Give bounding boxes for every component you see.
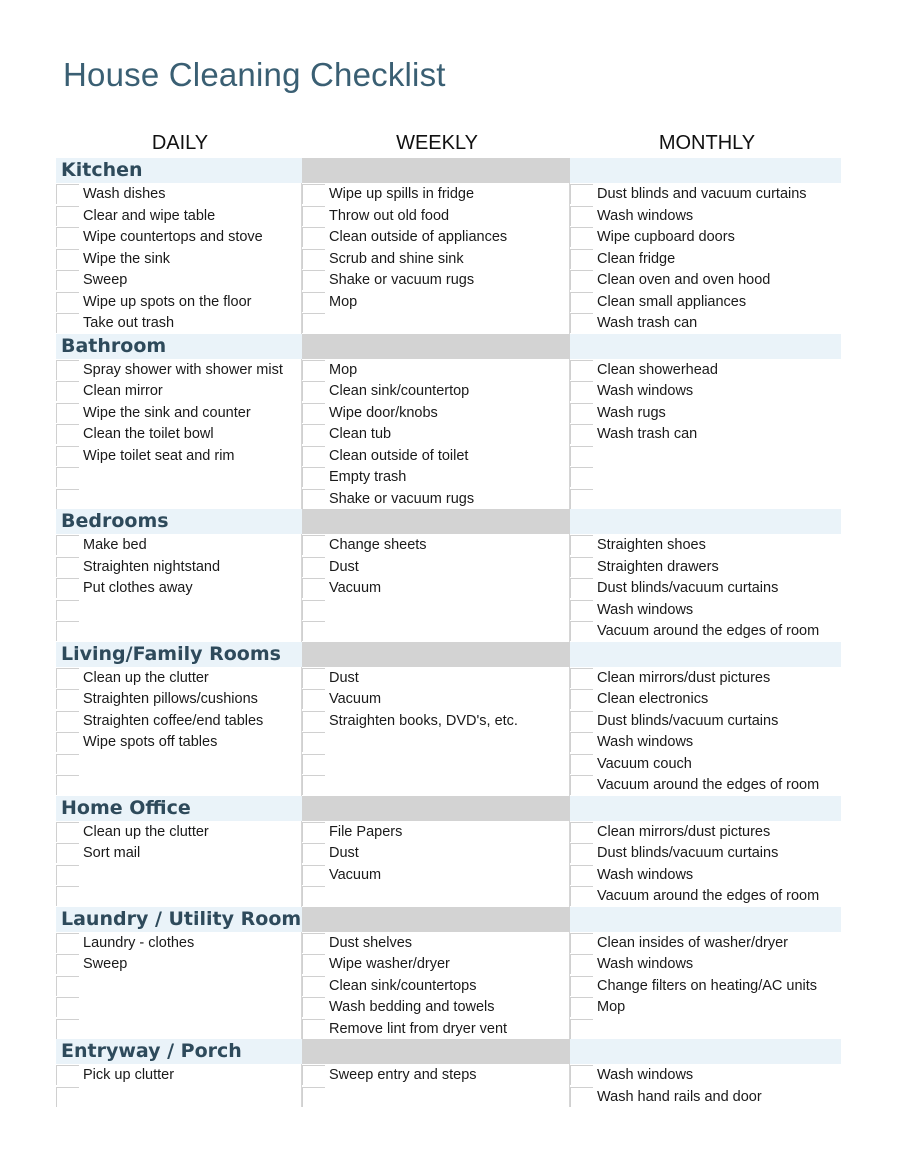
monthly-task-label: Wash windows — [597, 734, 694, 750]
monthly-checkbox[interactable] — [570, 886, 593, 906]
weekly-checkbox[interactable] — [302, 668, 325, 688]
monthly-task-label: Dust blinds/vacuum curtains — [597, 712, 779, 729]
monthly-checkbox[interactable] — [570, 249, 593, 269]
monthly-task-label: Dust blinds/vacuum curtains — [597, 580, 779, 596]
checklist-row — [56, 667, 841, 689]
checklist-row — [56, 864, 841, 886]
monthly-checkbox[interactable] — [570, 843, 593, 863]
daily-task-label: Wash dishes — [83, 186, 166, 202]
daily-checkbox[interactable] — [56, 1019, 79, 1039]
monthly-checkbox[interactable] — [570, 954, 593, 974]
checklist-row — [56, 291, 841, 313]
section-header-band — [570, 1039, 841, 1064]
checklist-row — [56, 534, 841, 556]
weekly-task-label: Clean outside of appliances — [329, 229, 508, 245]
daily-checkbox[interactable] — [56, 732, 79, 752]
checklist-row — [56, 932, 841, 954]
monthly-task-label: Dust blinds and vacuum curtains — [597, 186, 807, 202]
checklist-row — [56, 599, 841, 621]
checklist-row — [56, 710, 841, 732]
monthly-task-label: Vacuum around the edges of room — [597, 623, 820, 639]
page-title: House Cleaning Checklist — [63, 56, 446, 93]
monthly-task-label: Clean oven and oven hood — [597, 272, 771, 288]
weekly-checkbox[interactable] — [302, 467, 325, 487]
monthly-checkbox[interactable] — [570, 292, 593, 312]
daily-checkbox[interactable] — [56, 249, 79, 269]
daily-task-label: Sweep — [83, 956, 128, 972]
monthly-checkbox[interactable] — [570, 424, 593, 444]
weekly-task-label: Clean tub — [329, 426, 392, 442]
section-header-band — [302, 509, 570, 534]
monthly-task-label: Vacuum couch — [597, 755, 692, 772]
section-body — [56, 534, 841, 642]
monthly-checkbox[interactable] — [570, 822, 593, 842]
weekly-task-label: Dust — [329, 669, 359, 686]
section-body — [56, 359, 841, 510]
monthly-checkbox[interactable] — [570, 1065, 593, 1085]
monthly-task-label: Mop — [597, 999, 626, 1015]
daily-checkbox[interactable] — [56, 446, 79, 466]
section-header-band — [302, 907, 570, 932]
daily-task-label: Laundry - clothes — [83, 934, 195, 951]
daily-checkbox[interactable] — [56, 1065, 79, 1085]
section-title: Laundry / Utility Room — [61, 907, 302, 930]
column-header-daily: DAILY — [151, 132, 209, 154]
section-body — [56, 667, 841, 796]
daily-checkbox[interactable] — [56, 381, 79, 401]
monthly-task-label: Clean electronics — [597, 691, 709, 707]
monthly-checkbox[interactable] — [570, 381, 593, 401]
weekly-task-label: Sweep entry and steps — [329, 1067, 477, 1083]
daily-task-label: Wipe the sink and counter — [83, 404, 251, 421]
checklist-row — [56, 975, 841, 997]
monthly-checkbox[interactable] — [570, 467, 593, 487]
monthly-task-label: Wash windows — [597, 601, 694, 618]
weekly-checkbox[interactable] — [302, 578, 325, 598]
monthly-task-label: Vacuum around the edges of room — [597, 888, 820, 904]
daily-checkbox[interactable] — [56, 976, 79, 996]
monthly-task-label: Wash windows — [597, 207, 694, 224]
checklist-row — [56, 466, 841, 488]
weekly-checkbox[interactable] — [302, 732, 325, 752]
weekly-checkbox[interactable] — [302, 886, 325, 906]
daily-checkbox[interactable] — [56, 535, 79, 555]
weekly-task-label: Vacuum — [329, 866, 382, 883]
daily-checkbox[interactable] — [56, 489, 79, 509]
daily-task-label: Wipe up spots on the floor — [83, 293, 252, 310]
weekly-task-label: Dust — [329, 845, 359, 861]
checklist-row — [56, 821, 841, 843]
section-body — [56, 1064, 841, 1107]
weekly-task-label: Wipe up spills in fridge — [329, 186, 475, 202]
checklist-row — [56, 1064, 841, 1086]
monthly-task-label: Wash rugs — [597, 404, 666, 421]
daily-checkbox[interactable] — [56, 997, 79, 1017]
monthly-task-label: Wash windows — [597, 383, 694, 399]
monthly-task-label: Wash trash can — [597, 426, 698, 442]
daily-task-label: Put clothes away — [83, 580, 193, 596]
monthly-checkbox[interactable] — [570, 1019, 593, 1039]
monthly-task-label: Wash windows — [597, 956, 694, 972]
daily-checkbox[interactable] — [56, 313, 79, 333]
weekly-checkbox[interactable] — [302, 976, 325, 996]
weekly-task-label: Shake or vacuum rugs — [329, 490, 475, 507]
daily-task-label: Pick up clutter — [83, 1067, 175, 1083]
checklist-row — [56, 359, 841, 381]
section-title: Bathroom — [61, 334, 167, 357]
weekly-checkbox[interactable] — [302, 865, 325, 885]
weekly-checkbox[interactable] — [302, 292, 325, 312]
monthly-task-label: Clean small appliances — [597, 293, 747, 310]
checklist-row — [56, 753, 841, 775]
weekly-checkbox[interactable] — [302, 711, 325, 731]
weekly-checkbox[interactable] — [302, 184, 325, 204]
daily-task-label: Make bed — [83, 537, 147, 553]
monthly-checkbox[interactable] — [570, 668, 593, 688]
daily-checkbox[interactable] — [56, 557, 79, 577]
weekly-checkbox[interactable] — [302, 381, 325, 401]
weekly-task-label: Wipe washer/dryer — [329, 956, 450, 972]
weekly-checkbox[interactable] — [302, 424, 325, 444]
monthly-checkbox[interactable] — [570, 535, 593, 555]
column-header-weekly: WEEKLY — [396, 132, 478, 154]
weekly-task-label: Vacuum — [329, 691, 382, 707]
monthly-checkbox[interactable] — [570, 997, 593, 1017]
weekly-checkbox[interactable] — [302, 403, 325, 423]
checklist-row — [56, 731, 841, 753]
weekly-checkbox[interactable] — [302, 754, 325, 774]
monthly-task-label: Wipe cupboard doors — [597, 229, 735, 245]
section-body — [56, 821, 841, 907]
weekly-checkbox[interactable] — [302, 249, 325, 269]
monthly-task-label: Clean mirrors/dust pictures — [597, 669, 771, 686]
daily-checkbox[interactable] — [56, 184, 79, 204]
daily-checkbox[interactable] — [56, 933, 79, 953]
daily-task-label: Clean up the clutter — [83, 823, 209, 840]
section-header-band — [570, 334, 841, 359]
daily-checkbox[interactable] — [56, 754, 79, 774]
weekly-checkbox[interactable] — [302, 360, 325, 380]
checklist-row — [56, 577, 841, 599]
section-header-band — [302, 1039, 570, 1064]
monthly-checkbox[interactable] — [570, 403, 593, 423]
checklist-row — [56, 996, 841, 1018]
daily-task-label: Sweep — [83, 272, 128, 288]
daily-task-label: Wipe toilet seat and rim — [83, 447, 235, 464]
monthly-checkbox[interactable] — [570, 775, 593, 795]
section-body — [56, 932, 841, 1040]
monthly-checkbox[interactable] — [570, 206, 593, 226]
weekly-task-label: Clean sink/countertops — [329, 977, 477, 994]
daily-checkbox[interactable] — [56, 621, 79, 641]
weekly-task-label: Dust shelves — [329, 934, 413, 951]
daily-checkbox[interactable] — [56, 886, 79, 906]
monthly-checkbox[interactable] — [570, 689, 593, 709]
daily-task-label: Take out trash — [83, 315, 175, 331]
monthly-checkbox[interactable] — [570, 711, 593, 731]
monthly-task-label: Wash windows — [597, 1067, 694, 1083]
section-header-bedrooms — [56, 509, 841, 534]
weekly-checkbox[interactable] — [302, 997, 325, 1017]
monthly-checkbox[interactable] — [570, 270, 593, 290]
monthly-checkbox[interactable] — [570, 184, 593, 204]
checklist-row — [56, 556, 841, 578]
section-header-band — [570, 158, 841, 183]
checklist-row — [56, 423, 841, 445]
monthly-checkbox[interactable] — [570, 227, 593, 247]
daily-checkbox[interactable] — [56, 822, 79, 842]
section-header-band — [570, 509, 841, 534]
weekly-task-label: Dust — [329, 558, 359, 575]
weekly-checkbox[interactable] — [302, 535, 325, 555]
daily-checkbox[interactable] — [56, 292, 79, 312]
checklist-row — [56, 688, 841, 710]
daily-task-label: Clean mirror — [83, 383, 163, 399]
section-header-laundry-utility-room — [56, 907, 841, 932]
daily-task-label: Wipe countertops and stove — [83, 229, 263, 245]
checklist-row — [56, 1086, 841, 1108]
monthly-checkbox[interactable] — [570, 489, 593, 509]
monthly-checkbox[interactable] — [570, 754, 593, 774]
daily-checkbox[interactable] — [56, 711, 79, 731]
checklist-row — [56, 1018, 841, 1040]
daily-checkbox[interactable] — [56, 578, 79, 598]
checklist-row — [56, 248, 841, 270]
daily-task-label: Clean up the clutter — [83, 669, 209, 686]
section-body — [56, 183, 841, 334]
daily-checkbox[interactable] — [56, 206, 79, 226]
daily-task-label: Spray shower with shower mist — [83, 361, 283, 378]
section-title: Bedrooms — [61, 510, 169, 532]
weekly-checkbox[interactable] — [302, 489, 325, 509]
monthly-task-label: Wash windows — [597, 866, 694, 883]
monthly-task-label: Clean showerhead — [597, 361, 718, 378]
daily-checkbox[interactable] — [56, 360, 79, 380]
daily-task-label: Clean the toilet bowl — [83, 426, 214, 442]
monthly-task-label: Dust blinds/vacuum curtains — [597, 845, 779, 861]
monthly-task-label: Straighten shoes — [597, 537, 706, 553]
daily-task-label: Wipe spots off tables — [83, 734, 218, 750]
weekly-task-label: Mop — [329, 361, 358, 378]
monthly-task-label: Clean fridge — [597, 250, 676, 267]
monthly-task-label: Clean insides of washer/dryer — [597, 934, 789, 951]
monthly-checkbox[interactable] — [570, 446, 593, 466]
daily-checkbox[interactable] — [56, 403, 79, 423]
monthly-checkbox[interactable] — [570, 360, 593, 380]
weekly-task-label: Shake or vacuum rugs — [329, 272, 475, 288]
checklist-row — [56, 774, 841, 796]
daily-task-label: Straighten pillows/cushions — [83, 691, 258, 707]
weekly-checkbox[interactable] — [302, 446, 325, 466]
monthly-checkbox[interactable] — [570, 600, 593, 620]
daily-checkbox[interactable] — [56, 270, 79, 290]
checklist-row — [56, 402, 841, 424]
checklist-row — [56, 183, 841, 205]
checklist-row — [56, 312, 841, 334]
monthly-task-label: Change filters on heating/AC units — [597, 977, 818, 994]
daily-task-label: Clear and wipe table — [83, 207, 216, 224]
monthly-task-label: Vacuum around the edges of room — [597, 777, 820, 793]
monthly-checkbox[interactable] — [570, 933, 593, 953]
daily-task-label: Wipe the sink — [83, 250, 171, 267]
monthly-task-label: Clean mirrors/dust pictures — [597, 823, 771, 840]
daily-checkbox[interactable] — [56, 600, 79, 620]
section-title: Entryway / Porch — [61, 1040, 242, 1062]
weekly-checkbox[interactable] — [302, 313, 325, 333]
checklist-row — [56, 205, 841, 227]
weekly-checkbox[interactable] — [302, 775, 325, 795]
checklist-row — [56, 269, 841, 291]
section-header-living-family-rooms — [56, 642, 841, 667]
section-header-entryway-porch — [56, 1039, 841, 1064]
weekly-checkbox[interactable] — [302, 822, 325, 842]
weekly-checkbox[interactable] — [302, 621, 325, 641]
section-header-band — [302, 796, 570, 821]
daily-checkbox[interactable] — [56, 843, 79, 863]
weekly-checkbox[interactable] — [302, 954, 325, 974]
section-header-band — [570, 796, 841, 821]
daily-task-label: Straighten coffee/end tables — [83, 712, 264, 729]
section-header-band — [570, 907, 841, 932]
weekly-task-label: Vacuum — [329, 580, 382, 596]
weekly-task-label: Change sheets — [329, 537, 427, 553]
weekly-checkbox[interactable] — [302, 1019, 325, 1039]
monthly-checkbox[interactable] — [570, 621, 593, 641]
section-title: Home Office — [61, 796, 191, 819]
daily-checkbox[interactable] — [56, 689, 79, 709]
monthly-task-label: Straighten drawers — [597, 558, 719, 575]
column-header-monthly: MONTHLY — [658, 132, 756, 154]
weekly-task-label: Remove lint from dryer vent — [329, 1020, 508, 1037]
weekly-checkbox[interactable] — [302, 206, 325, 226]
checklist-row — [56, 885, 841, 907]
monthly-checkbox[interactable] — [570, 578, 593, 598]
checklist-row — [56, 380, 841, 402]
checklist-row — [56, 953, 841, 975]
daily-checkbox[interactable] — [56, 775, 79, 795]
weekly-checkbox[interactable] — [302, 600, 325, 620]
weekly-checkbox[interactable] — [302, 843, 325, 863]
monthly-checkbox[interactable] — [570, 865, 593, 885]
weekly-checkbox[interactable] — [302, 557, 325, 577]
section-header-band — [302, 334, 570, 359]
section-title: Kitchen — [61, 159, 143, 181]
daily-checkbox[interactable] — [56, 1087, 79, 1107]
weekly-task-label: Clean sink/countertop — [329, 383, 470, 399]
monthly-checkbox[interactable] — [570, 557, 593, 577]
weekly-task-label: Empty trash — [329, 469, 407, 485]
daily-checkbox[interactable] — [56, 865, 79, 885]
section-header-band — [570, 642, 841, 667]
monthly-task-label: Wash hand rails and door — [597, 1088, 762, 1105]
daily-checkbox[interactable] — [56, 227, 79, 247]
weekly-task-label: Wash bedding and towels — [329, 999, 495, 1015]
section-title: Living/Family Rooms — [61, 642, 281, 665]
weekly-task-label: Wipe door/knobs — [329, 404, 438, 421]
weekly-checkbox[interactable] — [302, 270, 325, 290]
daily-task-label: Sort mail — [83, 845, 141, 861]
daily-checkbox[interactable] — [56, 954, 79, 974]
weekly-task-label: Straighten books, DVD's, etc. — [329, 712, 518, 729]
weekly-task-label: Clean outside of toilet — [329, 447, 469, 464]
checklist-row — [56, 226, 841, 248]
weekly-checkbox[interactable] — [302, 1065, 325, 1085]
checklist-row — [56, 842, 841, 864]
checklist-grid — [56, 158, 841, 1107]
checklist-row — [56, 488, 841, 510]
section-header-bathroom — [56, 334, 841, 359]
monthly-checkbox[interactable] — [570, 976, 593, 996]
monthly-checkbox[interactable] — [570, 1087, 593, 1107]
monthly-checkbox[interactable] — [570, 313, 593, 333]
section-header-band — [302, 158, 570, 183]
weekly-checkbox[interactable] — [302, 689, 325, 709]
weekly-task-label: Mop — [329, 293, 358, 310]
weekly-checkbox[interactable] — [302, 227, 325, 247]
daily-task-label: Straighten nightstand — [83, 558, 221, 575]
weekly-checkbox[interactable] — [302, 1087, 325, 1107]
checklist-row — [56, 445, 841, 467]
checklist-row — [56, 620, 841, 642]
section-header-band — [302, 642, 570, 667]
daily-checkbox[interactable] — [56, 467, 79, 487]
daily-checkbox[interactable] — [56, 424, 79, 444]
monthly-checkbox[interactable] — [570, 732, 593, 752]
weekly-checkbox[interactable] — [302, 933, 325, 953]
weekly-task-label: File Papers — [329, 823, 403, 840]
weekly-task-label: Scrub and shine sink — [329, 250, 464, 267]
weekly-task-label: Throw out old food — [329, 207, 450, 224]
monthly-task-label: Wash trash can — [597, 315, 698, 331]
daily-checkbox[interactable] — [56, 668, 79, 688]
section-header-home-office — [56, 796, 841, 821]
section-header-kitchen — [56, 158, 841, 183]
